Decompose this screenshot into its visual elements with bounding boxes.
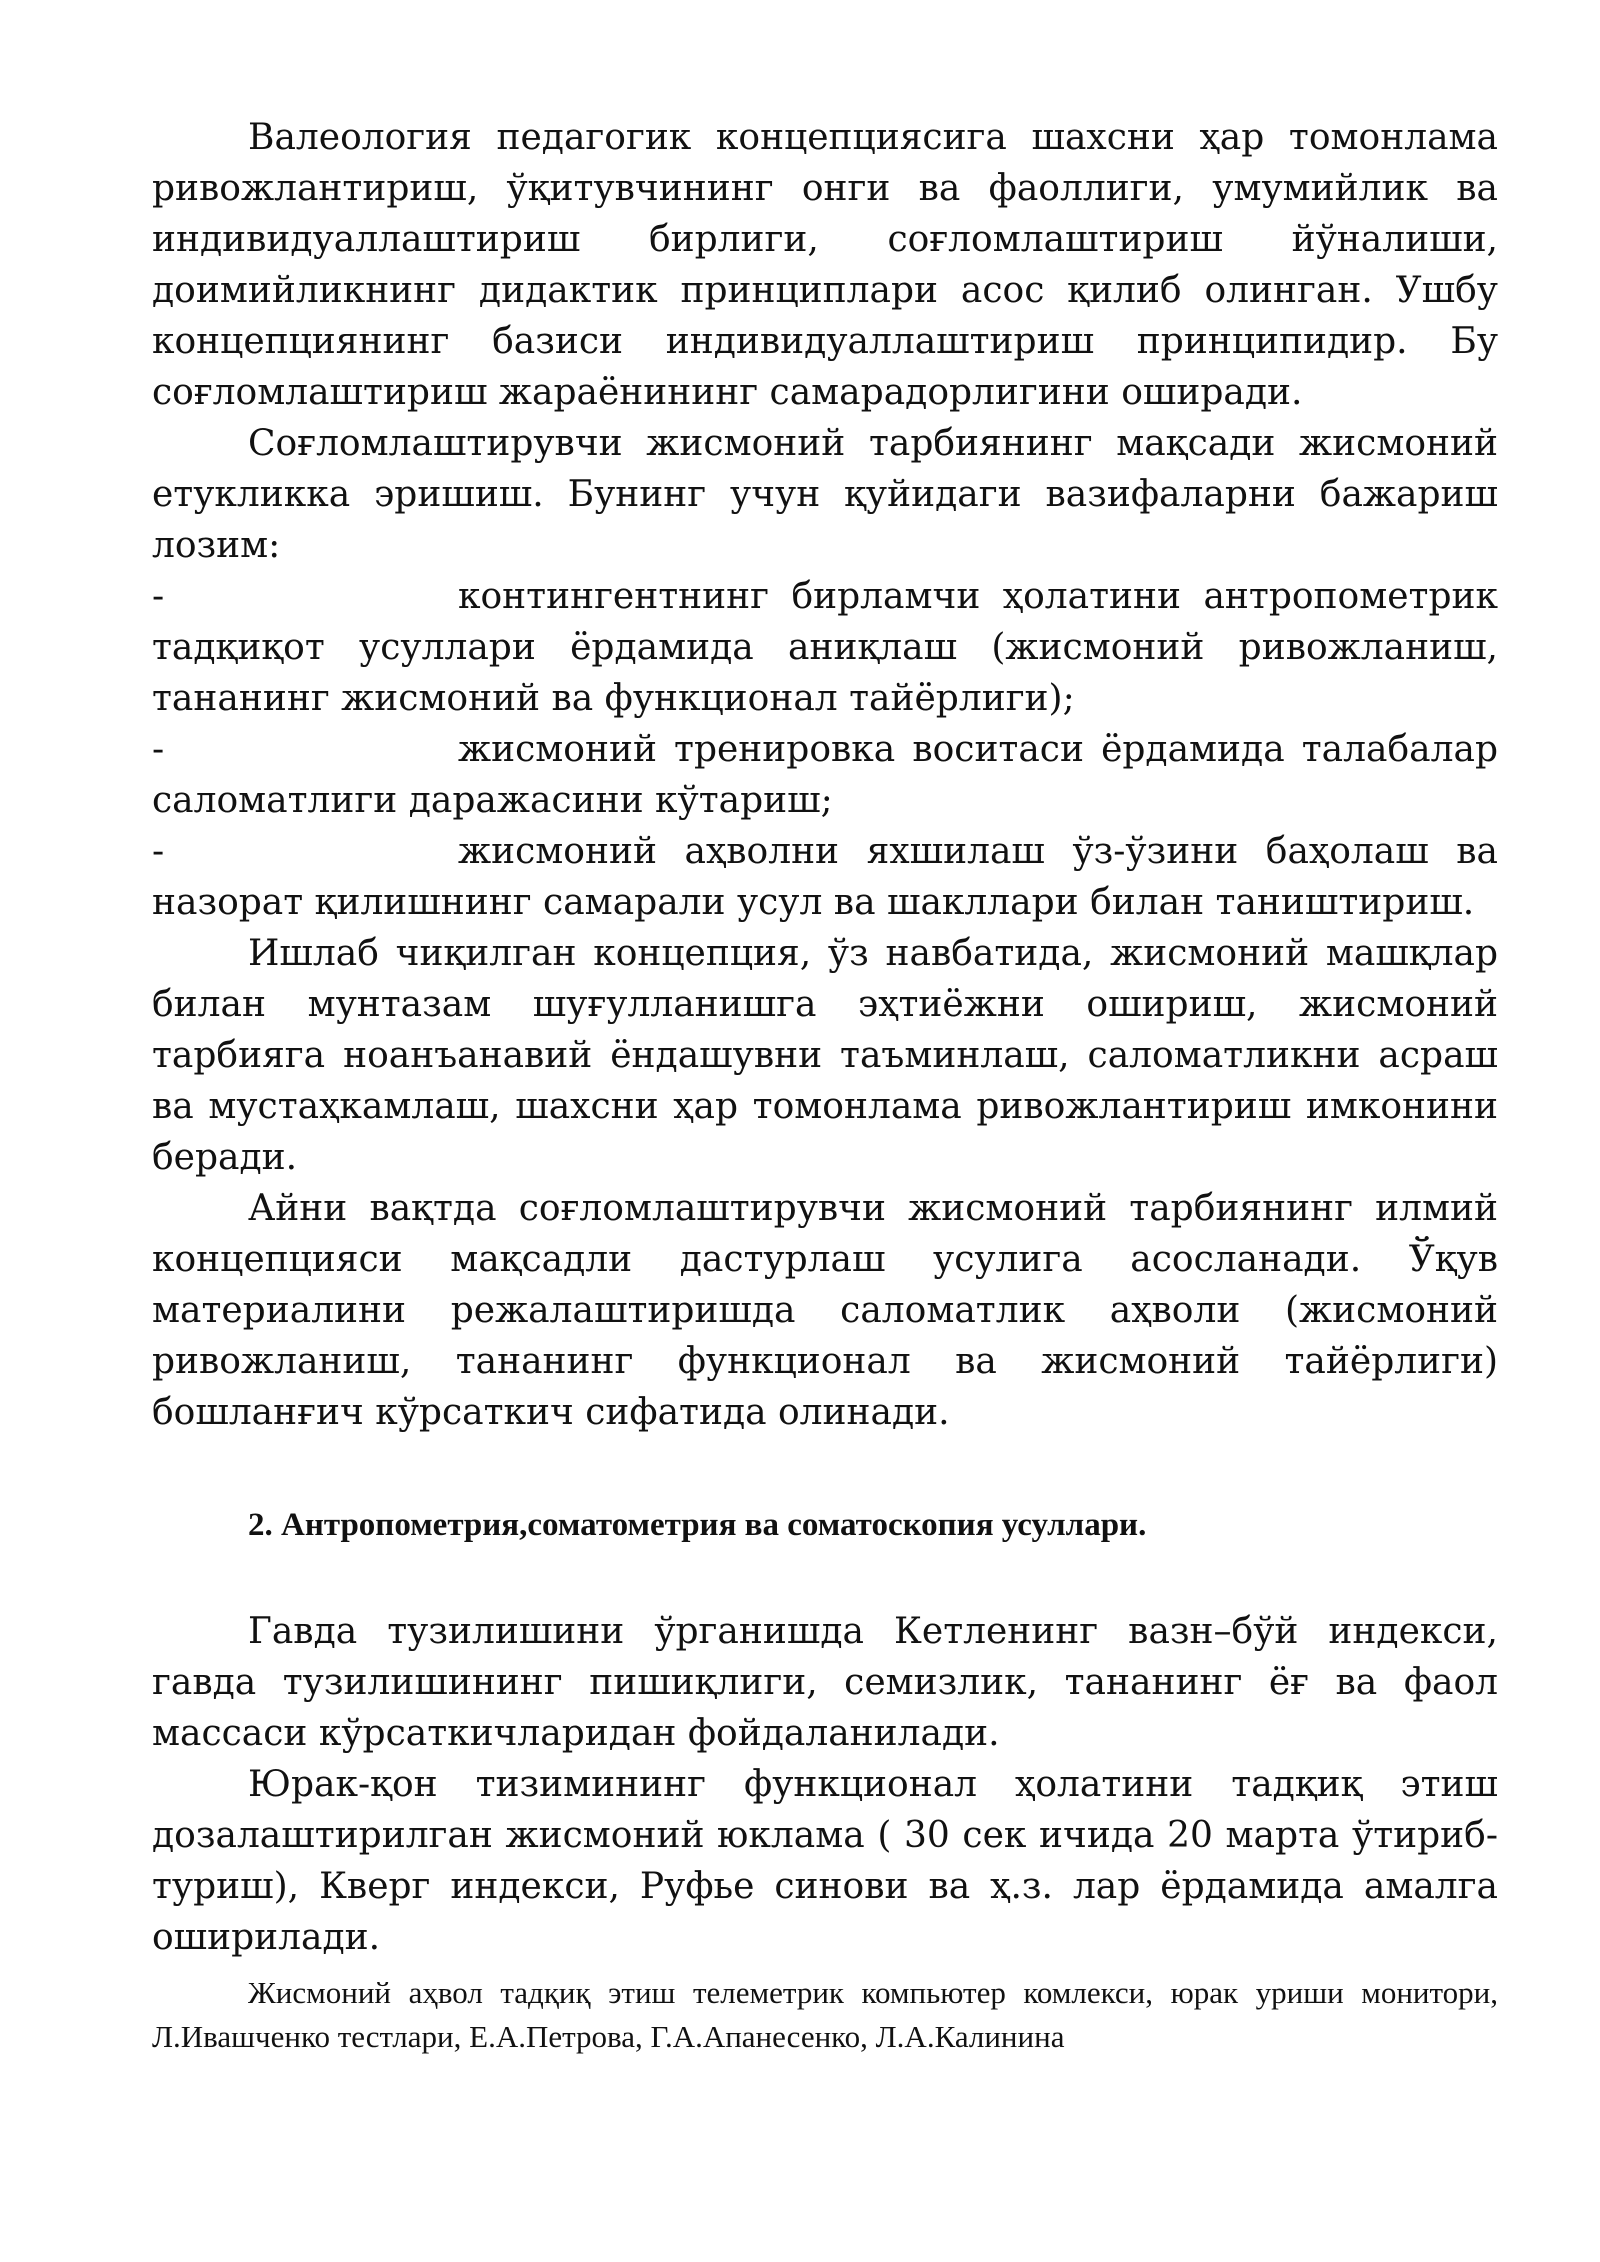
paragraph-cardio-system: Юрак-қон тизимининг функционал ҳолатини тадқиқ этиш дозалаштирилган жисмоний юклама ( 30 сек ичида 20 марта ўтириб-туриш), Кверг индекси, Руфье синови ва ҳ.з. лар ёрдамида амалга оширилади.: [152, 1764, 1498, 1958]
section-heading: 2. Антропометрия,соматометрия ва соматоскопия усуллари.: [248, 1507, 1147, 1543]
bullet-text: контингентнинг бирламчи ҳолатини антропометрик тадқиқот усуллари ёрдамида аниқлаш (жисмоний ривожланиш, тананинг жисмоний ва функционал тайёрлиги);: [152, 576, 1498, 719]
bullet-item: [152, 826, 1498, 928]
paragraph-valeology-concept: Валеология педагогик концепциясига шахсни ҳар томонлама ривожлантириш, ўқитувчининг онги ва фаоллиги, умумийлик ва индивидуаллаштириш бирлиги, соғломлаштириш йўналиши, доимийликнинг дидактик принциплари асос қилиб олинган. Ушбу концепциянинг базиси индивидуаллаштириш принципидир. Бу соғломлаштириш жараёнининг самарадорлигини оширади.: [152, 117, 1498, 413]
bullet-dash: -: [152, 576, 165, 617]
document-page: [152, 112, 1498, 2059]
bullet-dash: -: [152, 831, 165, 872]
paragraph-scientific-concept: Айни вақтда соғломлаштирувчи жисмоний тарбиянинг илмий концепцияси мақсадли дастурлаш усулига асосланади. Ўқув материалини режалаштиришда саломатлик аҳволи (жисмоний ривожланиш, тананинг функционал ва жисмоний тайёрлиги) бошланғич кўрсаткич сифатида олинади.: [152, 1188, 1498, 1433]
bullet-item: [152, 571, 1498, 724]
paragraph-body-structure: Гавда тузилишини ўрганишда Кетленинг вазн–бўй индекси, гавда тузилишининг пишиқлиги, семизлик, тананинг ёғ ва фаол массаси кўрсаткичларидан фойдаланилади.: [152, 1611, 1498, 1754]
bullet-dash: -: [152, 729, 165, 770]
paragraph-physical-state-tests: Жисмоний аҳвол тадқиқ этиш телеметрик компьютер комлекси, юрак уриши монитори, Л.Ивашченко тестлари, Е.А.Петрова, Г.А.Апанесенко, Л.А.Калинина: [152, 1975, 1498, 2054]
bullet-text: жисмоний тренировка воситаси ёрдамида талабалар саломатлиги даражасини кўтариш;: [152, 729, 1498, 821]
bullet-item: [152, 724, 1498, 826]
paragraph-concept-result: Ишлаб чиқилган концепция, ўз навбатида, жисмоний машқлар билан мунтазам шуғулланишга эҳтиёжни ошириш, жисмоний тарбияга ноанъанавий ёндашувни таъминлаш, саломатликни асраш ва мустаҳкамлаш, шахсни ҳар томонлама ривожлантириш имконини беради.: [152, 933, 1498, 1178]
paragraph-health-goal: Соғломлаштирувчи жисмоний тарбиянинг мақсади жисмоний етукликка эришиш. Бунинг учун қуйидаги вазифаларни бажариш лозим:: [152, 423, 1498, 566]
heading-spacer: [152, 1548, 1498, 1606]
bullet-text: жисмоний аҳволни яхшилаш ўз-ўзини баҳолаш ва назорат қилишнинг самарали усул ва шакллари билан таништириш.: [152, 831, 1498, 923]
